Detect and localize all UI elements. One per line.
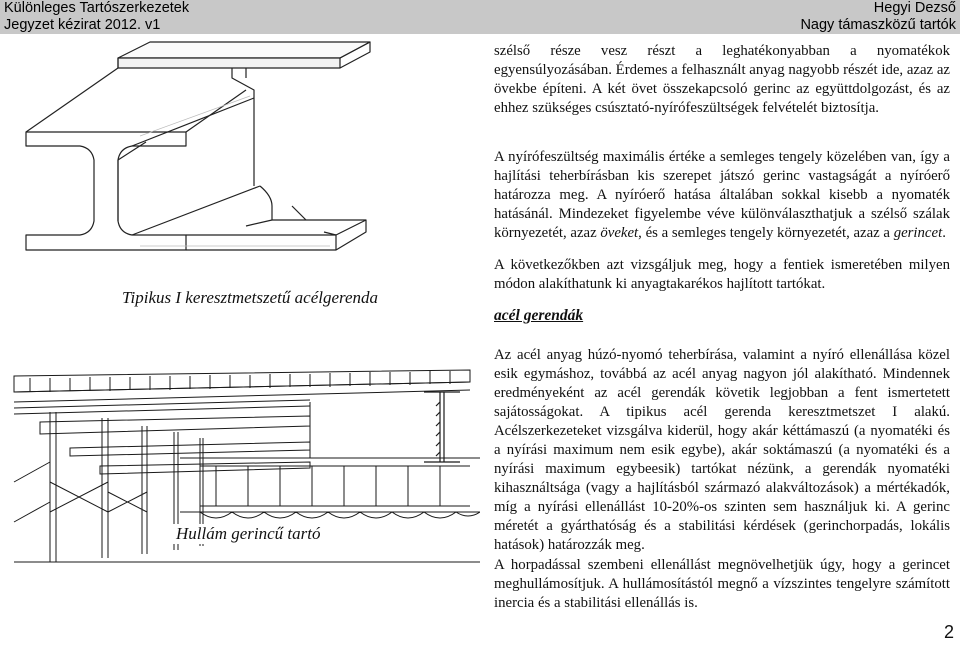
paragraph-segment: A nyírófeszültség maximális értéke a semleges tengely közelében van, így a hajlítási teherbírásban kis szerepet játszó gerinc vastagságát a nyíróerő határozza meg. A nyíróerő hatása általában sokkal kisebb a nyomaték hatásánál. Mindezeket figyelembe véve különválaszthatjuk a szélső szálak környezetét, azaz xyxy=(494,149,950,241)
paragraph-text: szélső része vesz részt a leghatékonyabban a nyomatékok egyensúlyozásában. Érdemes a felhasznált anyag nagyobb részét ide, azaz az övekbe építeni. A két övet összekapcsoló gerinc az együttdolgozást, és az ehhez szükséges csúsztató-nyírófeszültségek felvételét biztosítja. xyxy=(494,43,950,116)
term-flanges: öveket xyxy=(600,225,639,241)
paragraph-intro xyxy=(494,256,950,294)
term-web: gerincet xyxy=(893,225,943,241)
page-header xyxy=(0,0,960,34)
paragraph-text: A horpadással szembeni ellenállást megnövelhetjük úgy, hogy a gerincet meghullámosítjuk. A hullámosítástól megnő a vízszintes tengelyre számított inercia és a stabilitási ellenállás is. xyxy=(494,557,950,611)
page-number: 2 xyxy=(943,622,954,642)
header-draft-label: Jegyzet kézirat 2012. v1 xyxy=(4,17,161,33)
paragraph-flange-role xyxy=(494,42,950,118)
paragraph-corrugation xyxy=(494,556,950,613)
corrugated-web-girder-illustration xyxy=(10,362,480,582)
ibeam-caption: Tipikus I keresztmetszetű acélgerenda xyxy=(122,288,379,307)
paragraph-segment: . xyxy=(942,225,946,241)
paragraph-text: Az acél anyag húzó-nyomó teherbírása, valamint a nyíró ellenállása közel esik egymáshoz, továbbá az acél anyag nagyon jól alakítható. Mindennek eredményeként az acél gerendák követik legjobban a fent ismertetett sajátosságokat. A tipikus acél gerenda keresztmetszet I alakú. Acélszerkezeteket vizsgálva kiderül, hogy akár kéttámaszú (a nyomatéki és a nyírási maximum nem esik egybe), akár soktámaszú (a nyomatéki és a nyírási maximum egybeesik) tartókat nézünk, a gerendák nyomatéki kihasználtsága (vagy a hajlításból származó alakváltozások) a mértékadók, míg a nyírási ellenállást 10-20%-os szinten sem használjuk ki. A gerinc méretét a gyárthatóság és a stabilitási kérdések (gerinchorpadás, lokális hatások) határozzák meg. xyxy=(494,347,950,553)
header-chapter: Nagy támaszközű tartók xyxy=(800,17,956,33)
section-heading-steel-beams: acél gerendák xyxy=(494,307,584,324)
header-right xyxy=(800,0,956,34)
paragraph-segment: , és a semleges tengely környezetét, azaz a xyxy=(638,225,894,241)
paragraph-text xyxy=(494,148,950,243)
paragraph-shear-stress xyxy=(494,148,950,243)
paragraph-steel-beams xyxy=(494,346,950,555)
header-left xyxy=(4,0,189,34)
corrugated-caption: Hullám gerincű tartó xyxy=(172,524,325,544)
header-author: Hegyi Dezső xyxy=(873,0,956,16)
paragraph-text: A következőkben azt vizsgáljuk meg, hogy a fentiek ismeretében milyen módon alakíthatunk ki anyagtakarékos hajlított tartókat. xyxy=(494,257,950,292)
header-course-title: Különleges Tartószerkezetek xyxy=(4,0,190,16)
ibeam-illustration xyxy=(10,36,390,288)
